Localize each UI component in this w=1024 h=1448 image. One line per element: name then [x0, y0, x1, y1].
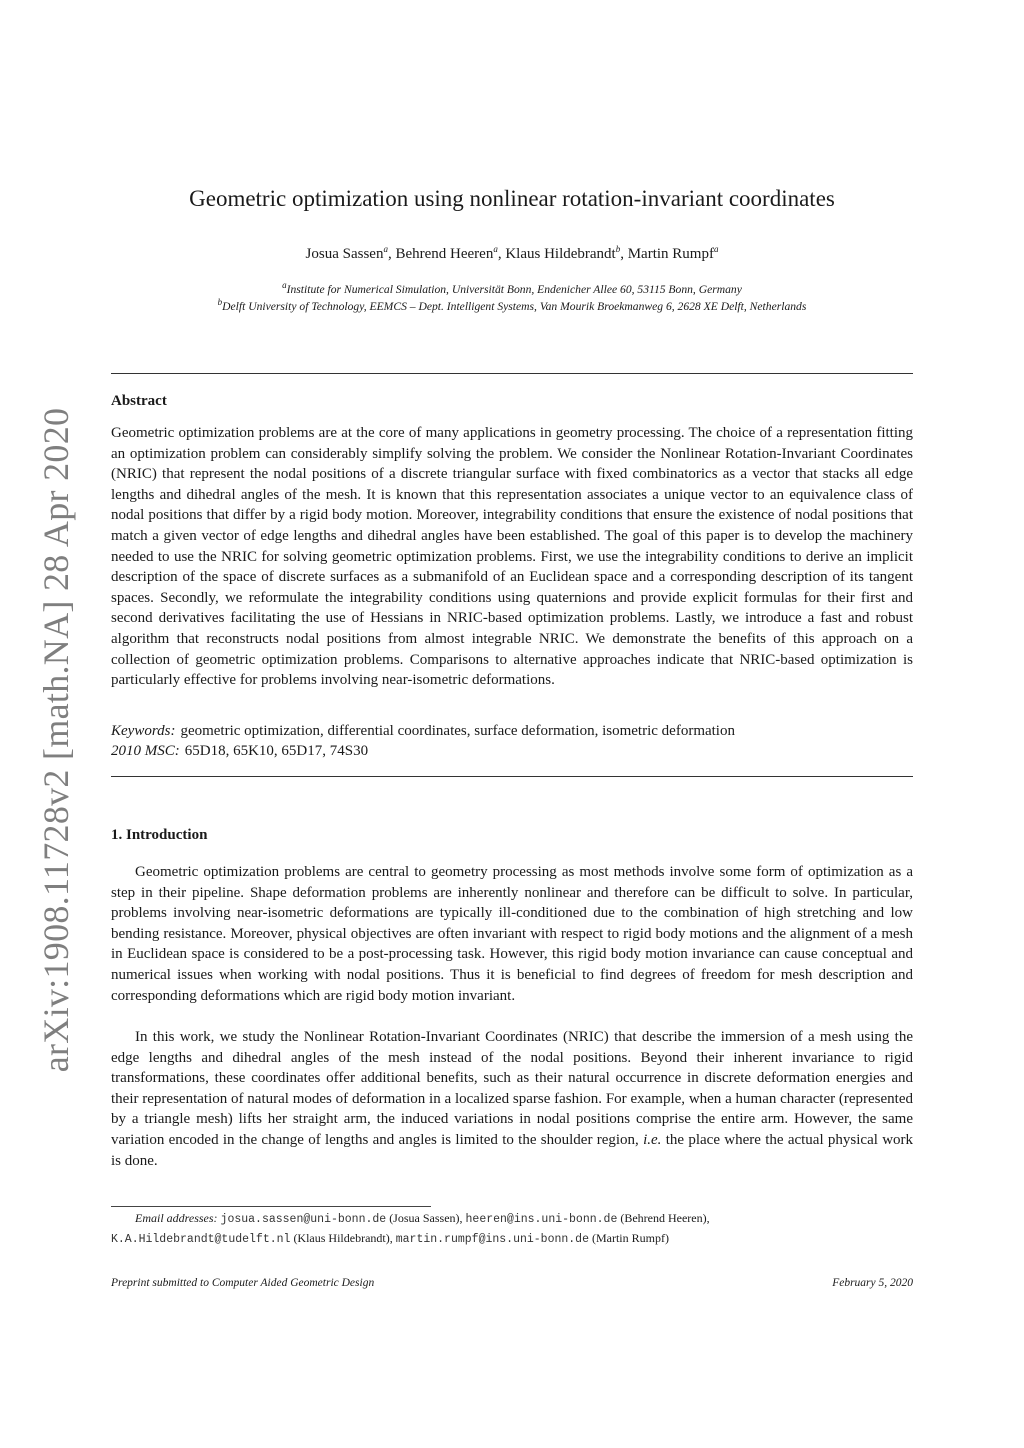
email-link[interactable]: martin.rumpf@ins.uni-bonn.de: [395, 1233, 589, 1246]
author-list: Josua Sassen$^a$, Behrend Heeren$^a$, Klaus Hildebrandt$^b$, Martin Rumpf$^a$: [305, 244, 719, 262]
keywords-line: [111, 723, 735, 740]
affiliation-b: [0, 297, 1024, 313]
email-separator: ,: [459, 1211, 463, 1225]
paper-title: Geometric optimization using nonlinear rotation-invariant coordinates: [189, 186, 835, 211]
author-name: Josua Sassen: [305, 246, 384, 262]
paragraph-text: In this work, we study the Nonlinear Rotation-Invariant Coordinates (NRIC) that describe the immersion of a mesh using the edge lengths and dihedral angles of the mesh instead of the nodal positions. Beyond their inherent invariance to rigid transformations, these coordinates offer additional benefits, such as their natural occurrence in discrete deformation energies and their representation of natural modes of deformation in a localized sparse fashion. For example, when a human character (represented by a triangle mesh) lifts her straight arm, the induced variations in nodal positions comprise the entire arm. However, the same variation encoded in the change of lengths and angles is limited to the shoulder region,: [111, 1029, 913, 1148]
email-label: Email addresses:: [135, 1211, 218, 1225]
email-owner: (Josua Sassen): [389, 1211, 460, 1225]
msc-label: 2010 MSC:: [111, 743, 180, 759]
footer-date: February 5, 2020: [832, 1277, 913, 1289]
abstract-text: Geometric optimization problems are at the core of many applications in geometry processing. The choice of a representation fitting an optimization problem can considerably simplify solving the problem. We consider the Nonlinear Rotation-Invariant Coordinates (NRIC) that represent the nodal positions of a discrete triangular surface with fixed combinatorics as a vector that stacks all edge lengths and dihedral angles of the mesh. It is known that this representation associates a unique vector to an equivalence class of nodal positions that differ by a rigid body motion. Moreover, integrability conditions that ensure the existence of nodal positions that match a given vector of edge lengths and dihedral angles have been established. The goal of this paper is to develop the machinery needed to use the NRIC for solving geometric optimization problems. First, we use the integrability conditions to derive an implicit description of the space of discrete surfaces as a submanifold of an Euclidean space and a corresponding description of its tangent spaces. Secondly, we reformulate the integrability conditions using quaternions and provide explicit formulas for their first and second derivatives facilitating the use of Hessians in NRIC-based optimization problems. Lastly, we introduce a fast and robust algorithm that reconstructs nodal positions from almost integrable NRIC. We demonstrate the benefits of this approach on a collection of geometric optimization problems. Comparisons to alternative approaches indicate that NRIC-based optimization is particularly effective for problems involving near-isometric deformations.: [111, 425, 913, 689]
keywords-label: Keywords:: [111, 723, 176, 739]
author-affiliation-mark: a: [383, 244, 388, 254]
msc-line: [111, 743, 368, 760]
abstract-bottom-rule: [111, 776, 913, 777]
affiliation-mark: b: [217, 297, 223, 307]
introduction-heading: 1. Introduction: [111, 827, 208, 843]
email-owner: (Klaus Hildebrandt): [293, 1231, 390, 1245]
abstract-top-rule: [111, 373, 913, 374]
email-separator: ,: [706, 1211, 710, 1225]
email-separator: ,: [389, 1231, 393, 1245]
email-link[interactable]: heeren@ins.uni-bonn.de: [465, 1213, 618, 1226]
arxiv-identifier-stamp: arXiv:1908.11728v2 [math.NA] 28 Apr 2020: [36, 407, 76, 1073]
author-name: Klaus Hildebrandt: [505, 246, 616, 262]
author-name: Behrend Heeren: [395, 246, 494, 262]
affiliation-text: Delft University of Technology, EEMCS – Dept. Intelligent Systems, Van Mourik Broekmanweg 6, 2628 XE Delft, Netherlands: [222, 299, 807, 313]
affiliation-mark: a: [282, 280, 287, 290]
email-owner: (Martin Rumpf): [591, 1231, 669, 1245]
keywords-value: geometric optimization, differential coordinates, surface deformation, isometric deformation: [180, 723, 735, 739]
paragraph-text: the place where the actual physical work is done.: [111, 1131, 914, 1169]
email-owner: (Behrend Heeren): [620, 1211, 707, 1225]
author-name: Martin Rumpf: [627, 246, 714, 262]
footer-journal: Preprint submitted to Computer Aided Geometric Design: [111, 1277, 375, 1289]
introduction-paragraph-2: [111, 1027, 913, 1171]
author-affiliation-mark: a: [493, 244, 498, 254]
msc-value: 65D18, 65K10, 65D17, 74S30: [184, 743, 369, 759]
introduction-paragraph-1: Geometric optimization problems are central to geometry processing as most methods involve some form of optimization as a step in their pipeline. Shape deformation problems are inherently nonlinear and therefore can be difficult to solve. In particular, problems involving near-isometric deformations are typically ill-conditioned due to the combination of high stretching and low bending resistance. Moreover, physical objectives are often invariant with respect to rigid body motions and the alignment of a mesh in Euclidean space is considered to be a post-processing task. However, this rigid body motion invariance can cause conceptual and numerical issues when working with nodal positions. Thus it is beneficial to find degrees of freedom for mesh description and corresponding deformations which are rigid body motion invariant.: [111, 864, 913, 1004]
author-affiliation-mark: a: [713, 244, 719, 254]
author-affiliation-mark: b: [615, 244, 621, 254]
abstract-heading: Abstract: [111, 393, 167, 409]
footnote-rule: [111, 1206, 431, 1207]
footnote-emails: [111, 1209, 913, 1249]
affiliation-a: [0, 280, 1024, 296]
email-link[interactable]: josua.sassen@uni-bonn.de: [220, 1213, 387, 1226]
email-link[interactable]: K.A.Hildebrandt@tudelft.nl: [111, 1233, 291, 1246]
affiliation-text: Institute for Numerical Simulation, Universität Bonn, Endenicher Allee 60, 53115 Bonn, Germany: [286, 282, 742, 296]
paragraph-emphasis: i.e.: [643, 1131, 662, 1148]
